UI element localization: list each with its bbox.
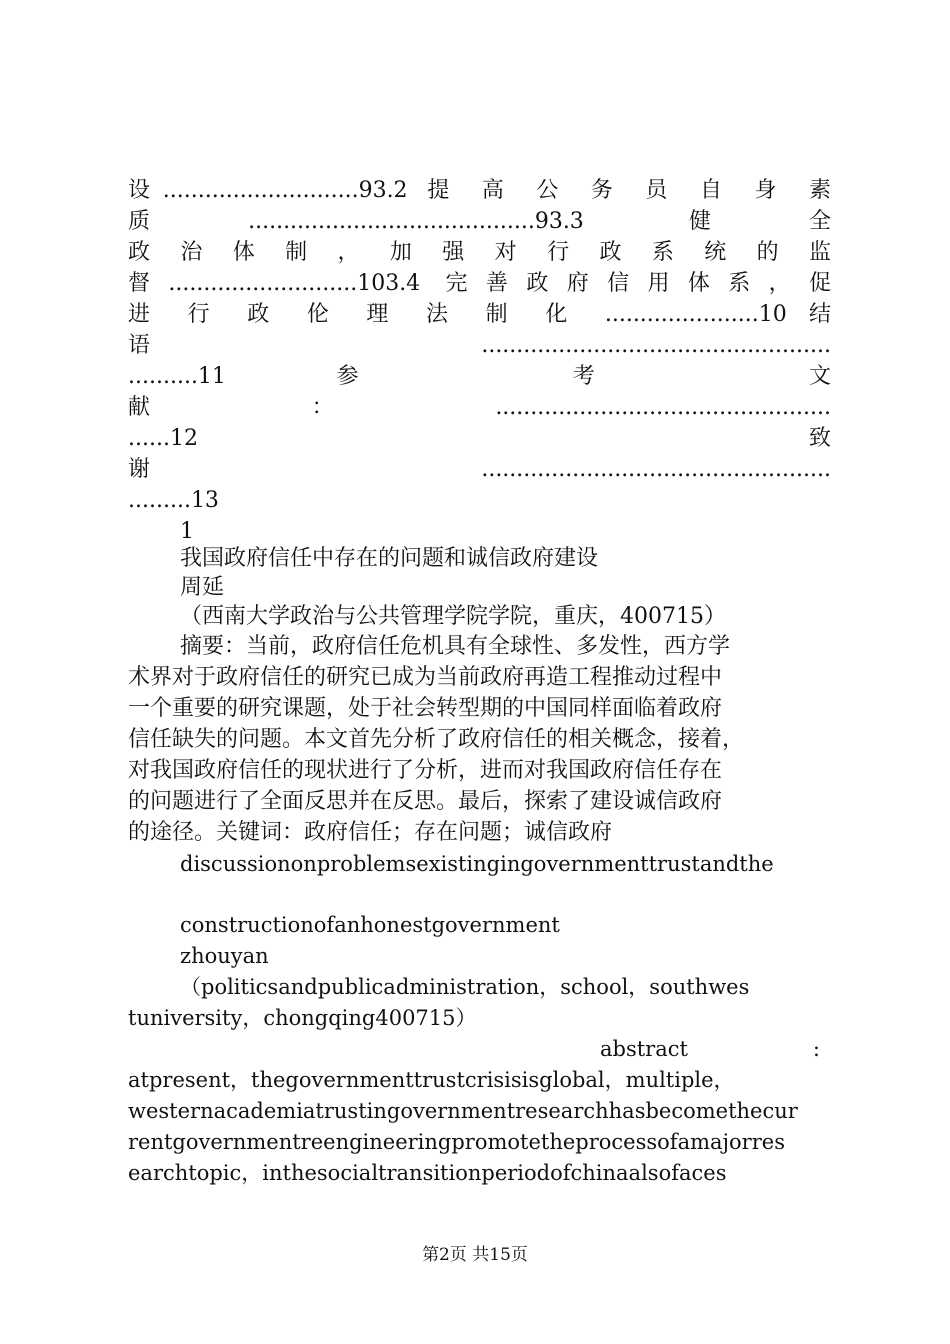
english-abstract-line: westernacademiatrustingovernmentresearchhasbecomethecur — [128, 1099, 798, 1123]
toc-line: 政 治 体 制 ， 加 强 对 行 政 系 统 的 监 — [128, 240, 831, 265]
author-affiliation: （西南大学政治与公共管理学院学院，重庆，400715） — [180, 604, 726, 629]
english-abstract-line: atpresent，thegovernmenttrustcrisisisglobal，multiple， — [128, 1068, 735, 1092]
toc-line: 质.........................................93.3 健全 — [128, 209, 831, 234]
toc-line: 进 行 政 伦 理 法 制 化 ......................10 结 — [128, 302, 831, 327]
page-footer: 第2页 共15页 — [422, 1245, 528, 1265]
toc-line: 督...........................103.4 完善政府信用体系，促 — [128, 271, 831, 296]
english-author: zhouyan — [180, 944, 269, 968]
paper-title: 我国政府信任中存在的问题和诚信政府建设 — [180, 546, 599, 571]
abstract-line: 摘要：当前，政府信任危机具有全球性、多发性，西方学 — [180, 634, 731, 659]
english-affiliation: （politicsandpublicadministration，school，southwes — [180, 975, 750, 999]
english-abstract-line: earchtopic，inthesocialtransitionperiodofchinaalsofaces — [128, 1161, 727, 1185]
toc-line: 谢.................................................. — [128, 457, 831, 482]
toc-line: ..........11 参 考 文 — [128, 364, 831, 389]
abstract-line: 一个重要的研究课题，处于社会转型期的中国同样面临着政府 — [128, 696, 723, 721]
abstract-line: 的途径。关键词：政府信任；存在问题；诚信政府 — [128, 820, 613, 845]
toc-line: ......12 致 — [128, 426, 831, 451]
english-title-cont: constructionofanhonestgovernment — [180, 913, 560, 937]
english-affiliation-cont: tuniversity，chongqing400715） — [128, 1006, 477, 1030]
abstract-line: 术界对于政府信任的研究已成为当前政府再造工程推动过程中 — [128, 665, 723, 690]
author-name: 周延 — [180, 575, 225, 600]
toc-line: .........13 — [128, 488, 219, 513]
english-title: discussiononproblemsexistingingovernmenttrustandthe — [180, 852, 774, 876]
abstract-line: 信任缺失的问题。本文首先分析了政府信任的相关概念，接着， — [128, 727, 745, 752]
toc-line: 设............................93.2 提 高 公 务 员 自 身 素 — [128, 178, 831, 203]
section-number: 1 — [180, 519, 194, 544]
abstract-line: 对我国政府信任的现状进行了分析，进而对我国政府信任存在 — [128, 758, 723, 783]
abstract-line: 的问题进行了全面反思并在反思。最后，探索了建设诚信政府 — [128, 789, 723, 814]
toc-line: 献：................................................ — [128, 395, 831, 420]
english-abstract-label: abstract : — [600, 1037, 820, 1061]
english-abstract-line: rentgovernmentreengineeringpromotetheprocessofamajorres — [128, 1130, 785, 1154]
toc-line: 语.................................................. — [128, 333, 831, 358]
